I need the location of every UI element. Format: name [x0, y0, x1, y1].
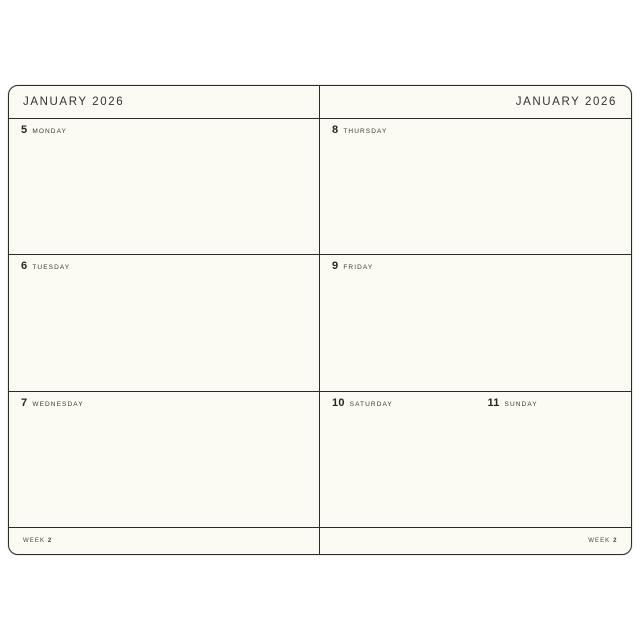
day-weekday: SATURDAY: [349, 400, 393, 408]
day-label: [21, 398, 307, 409]
left-page-footer: [9, 528, 319, 554]
right-week-label: [588, 538, 617, 544]
day-weekday: TUESDAY: [32, 264, 71, 272]
day-cell-friday[interactable]: [320, 255, 631, 390]
day-row[interactable]: [9, 255, 319, 391]
right-month-title: JANUARY 2026: [515, 96, 617, 108]
day-cell-tuesday[interactable]: [9, 255, 319, 390]
right-week-number: 2: [613, 538, 617, 544]
day-weekday: MONDAY: [32, 128, 67, 135]
left-week-prefix: WEEK: [23, 538, 48, 544]
day-row[interactable]: [320, 255, 631, 391]
day-number: 7: [21, 396, 28, 409]
day-cell-thursday[interactable]: [320, 119, 631, 254]
planner-spread: [8, 85, 632, 555]
day-cell-sunday[interactable]: [476, 392, 632, 527]
day-row[interactable]: [320, 119, 631, 255]
day-number: 5: [21, 124, 28, 136]
day-label: [332, 125, 619, 136]
day-label: [488, 398, 620, 409]
day-number: 6: [21, 260, 28, 273]
left-day-rows: [9, 119, 319, 528]
left-week-label: [23, 538, 52, 544]
day-cell-saturday[interactable]: [320, 392, 476, 527]
right-week-prefix: WEEK: [588, 538, 614, 544]
page-spread: [8, 85, 632, 555]
day-number: 8: [332, 124, 339, 136]
day-row[interactable]: [9, 119, 319, 255]
day-number: 10: [332, 396, 345, 409]
day-number: 11: [487, 396, 500, 409]
day-number: 9: [332, 260, 339, 273]
day-cell-monday[interactable]: [9, 119, 319, 254]
day-label: [21, 125, 307, 136]
right-page-footer: [320, 528, 631, 554]
right-page-header: [320, 86, 631, 119]
day-cell-wednesday[interactable]: [9, 392, 319, 527]
day-label: [332, 261, 619, 272]
right-day-rows: [320, 119, 631, 528]
day-label: [332, 398, 464, 409]
day-weekday: WEDNESDAY: [32, 400, 84, 408]
day-weekday: FRIDAY: [343, 264, 374, 272]
left-page-header: [9, 86, 319, 119]
right-page: [320, 86, 631, 554]
left-month-title: JANUARY 2026: [23, 96, 125, 108]
day-row-weekend[interactable]: [320, 392, 631, 528]
day-label: [21, 261, 307, 272]
left-page: [9, 86, 320, 554]
day-weekday: SUNDAY: [504, 400, 538, 408]
day-row[interactable]: [9, 392, 319, 528]
left-week-number: 2: [47, 538, 52, 544]
day-weekday: THURSDAY: [343, 128, 388, 135]
